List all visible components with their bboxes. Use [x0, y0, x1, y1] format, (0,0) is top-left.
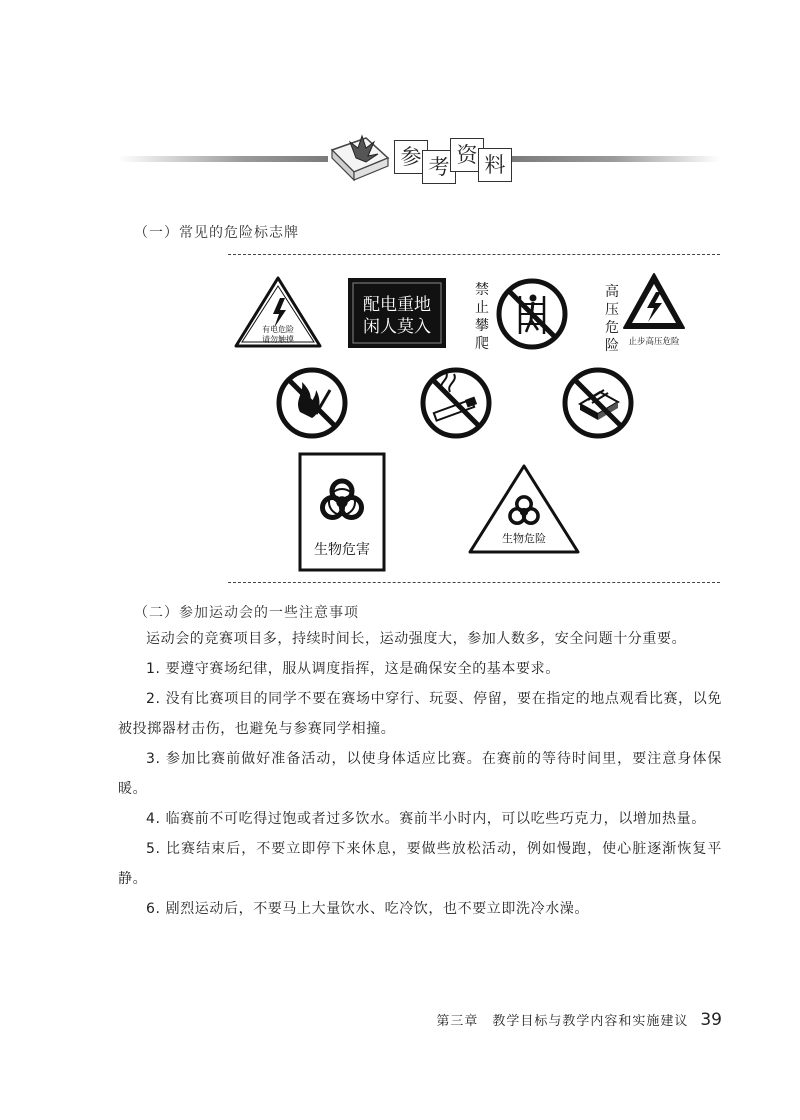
book-leaf-icon	[326, 128, 392, 188]
footer-chapter: 第三章 教学目标与教学内容和实施建议	[436, 1014, 689, 1029]
no-matches-sign	[565, 370, 631, 436]
header-char-4: 料	[478, 148, 512, 182]
section1-heading: （一）常见的危险标志牌	[134, 225, 299, 241]
no-smoking-sign	[423, 370, 489, 436]
header-rule-right	[508, 156, 720, 162]
electric-sign-line1: 有电危险	[262, 325, 294, 334]
electric-hazard-sign	[236, 278, 320, 346]
hv-char2: 压	[605, 302, 619, 318]
safety-item-4: 4. 临赛前不可吃得过饱或者过多饮水。赛前半小时内，可以吃些巧克力，以增加热量。	[146, 811, 706, 827]
header-char-2: 考	[422, 150, 456, 184]
hv-char1: 高	[605, 284, 619, 300]
header-char-1: 参	[394, 140, 428, 174]
no-climbing-sign	[475, 281, 565, 352]
hv-caption: 止步高压危险	[628, 337, 680, 347]
hv-char4: 险	[605, 338, 619, 354]
safety-item-2: 2. 没有比赛项目的同学不要在赛场中穿行、玩耍、停留，要在指定的地点观看比赛，以免被投掷器材击伤，也避免与参赛同学相撞。	[118, 691, 722, 737]
dashed-divider-top	[228, 254, 720, 255]
electric-sign-line2: 请勿触摸	[262, 335, 294, 344]
page-number: 39	[700, 1010, 722, 1030]
no-climbing-char2: 止	[475, 300, 489, 316]
section2-body	[118, 624, 722, 924]
no-open-flame-sign	[279, 370, 345, 436]
biohazard-square-sign	[300, 454, 384, 570]
no-climbing-char4: 爬	[475, 336, 489, 352]
section2-intro: 运动会的竞赛项目多，持续时间长，运动强度大，参加人数多，安全问题十分重要。	[146, 631, 687, 647]
high-voltage-sign	[605, 274, 684, 354]
header-rule-left	[118, 156, 328, 162]
safety-item-6: 6. 剧烈运动后，不要马上大量饮水、吃冷饮，也不要立即洗冷水澡。	[146, 901, 590, 917]
no-climbing-char3: 攀	[475, 318, 489, 334]
safety-item-5: 5. 比赛结束后，不要立即停下来休息，要做些放松活动，例如慢跑，使心脏逐渐恢复平静。	[118, 841, 722, 887]
page-footer	[436, 1010, 722, 1030]
substation-line1: 配电重地	[363, 295, 431, 315]
section2-heading: （二）参加运动会的一些注意事项	[134, 605, 359, 621]
dashed-divider-bottom	[228, 582, 720, 583]
safety-item-3: 3. 参加比赛前做好准备活动，以使身体适应比赛。在赛前的等待时间里，要注意身体保暖。	[118, 751, 722, 797]
header-char-3: 资	[450, 138, 484, 172]
biohazard-triangle-sign	[470, 466, 578, 552]
biohazard-square-label: 生物危害	[314, 542, 370, 558]
biohazard-triangle-label: 生物危险	[502, 532, 546, 545]
safety-item-1: 1. 要遵守赛场纪律，服从调度指挥，这是确保安全的基本要求。	[146, 661, 560, 677]
no-climbing-char1: 禁	[475, 282, 489, 298]
hazard-signs-panel	[228, 262, 720, 580]
substation-board-sign	[348, 278, 446, 348]
hv-char3: 危	[605, 320, 619, 336]
substation-line2: 闲人莫入	[363, 317, 431, 337]
